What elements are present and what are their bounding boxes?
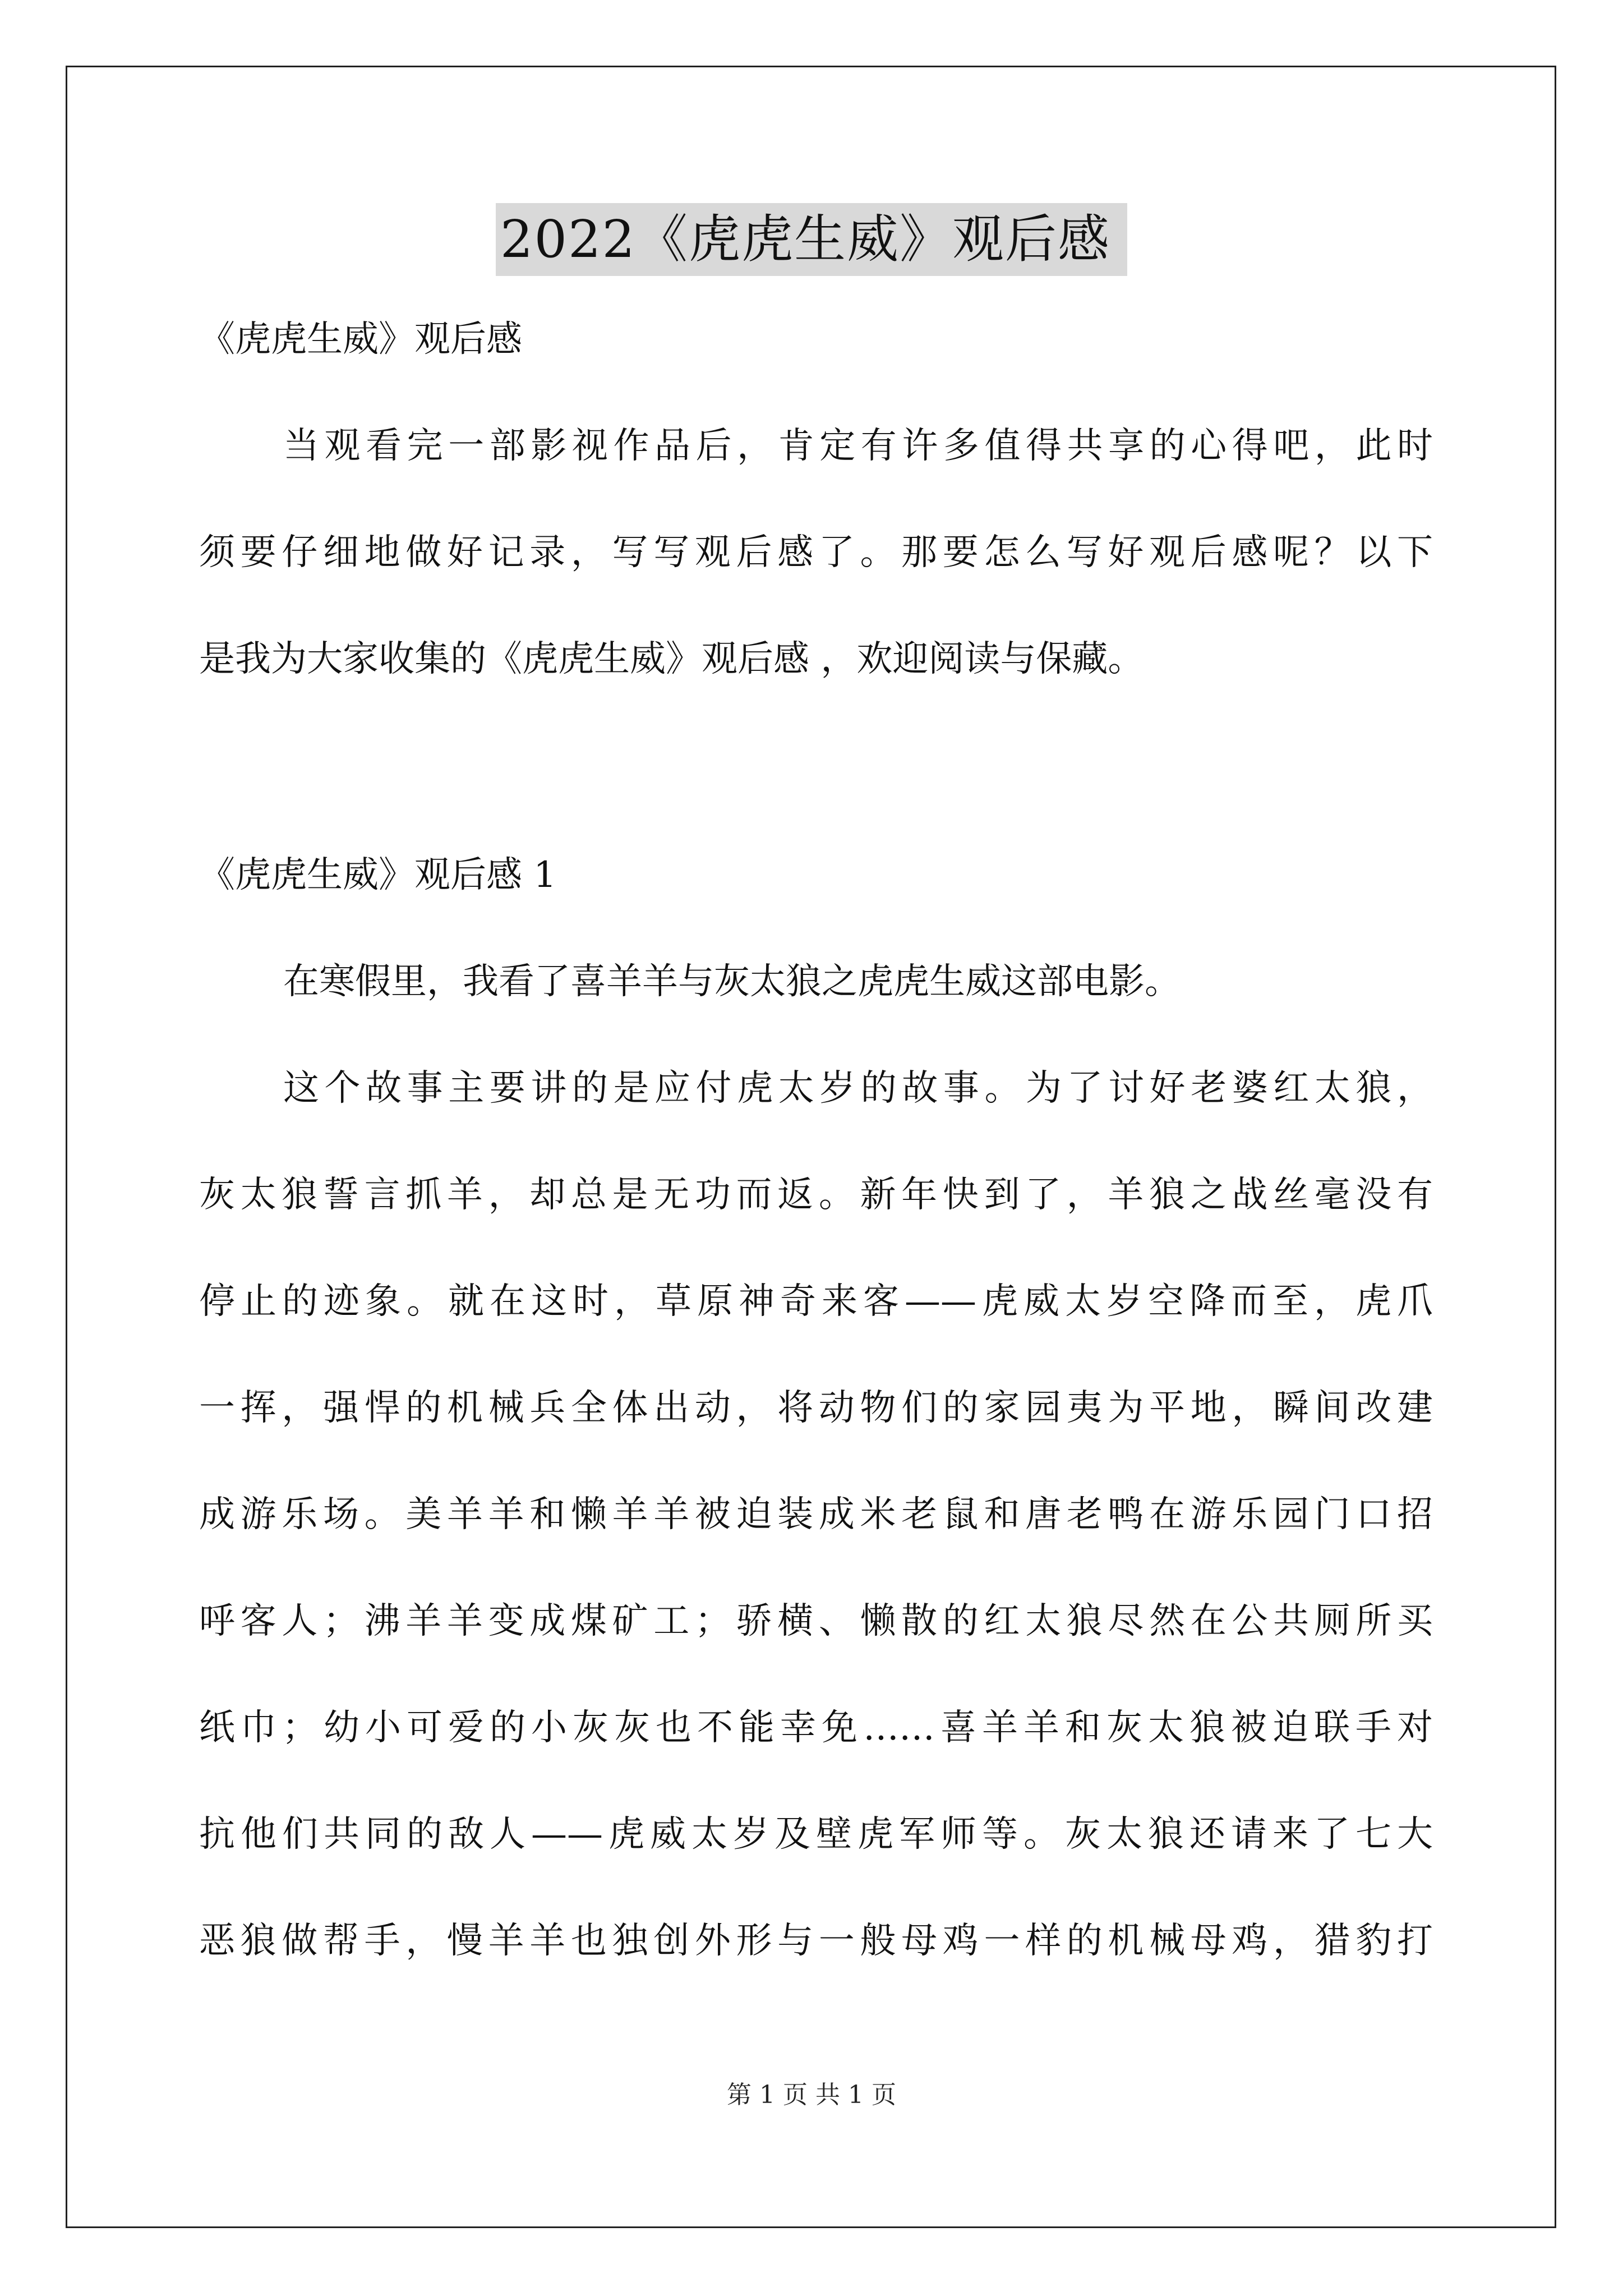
intro-heading: 《虎虎生威》观后感 [199, 319, 522, 360]
paragraph-line: 在寒假里，我看了喜羊羊与灰太狼之虎虎生威这部电影。 [283, 961, 1181, 1002]
paragraph-line: 灰太狼誓言抓羊，却总是无功而返。新年快到了，羊狼之战丝毫没有 [199, 1174, 1433, 1216]
document-title [0, 203, 1623, 282]
page-footer: 第 1 页 共 1 页 [727, 2081, 896, 2109]
page-border [66, 66, 1556, 2228]
paragraph-line: 纸巾；幼小可爱的小灰灰也不能幸免……喜羊羊和灰太狼被迫联手对 [199, 1707, 1433, 1749]
paragraph-line: 呼客人；沸羊羊变成煤矿工；骄横、懒散的红太狼尽然在公共厕所买 [199, 1600, 1433, 1642]
paragraph-line: 成游乐场。美羊羊和懒羊羊被迫装成米老鼠和唐老鸭在游乐园门口招 [199, 1494, 1433, 1535]
paragraph-line: 一挥，强悍的机械兵全体出动，将动物们的家园夷为平地，瞬间改建 [199, 1387, 1433, 1429]
intro-line: 须要仔细地做好记录，写写观后感了。那要怎么写好观后感呢？以下 [199, 532, 1433, 573]
paragraph-line: 停止的迹象。就在这时，草原神奇来客——虎威太岁空降而至，虎爪 [199, 1281, 1433, 1322]
document-title-text: 2022《虎虎生威》观后感 [496, 203, 1127, 276]
section-heading: 《虎虎生威》观后感 1 [199, 854, 557, 896]
intro-line: 当观看完一部影视作品后，肯定有许多值得共享的心得吧，此时 [283, 425, 1433, 467]
paragraph-line: 这个故事主要讲的是应付虎太岁的故事。为了讨好老婆红太狼， [283, 1068, 1433, 1109]
intro-line: 是我为大家收集的《虎虎生威》观后感 ，欢迎阅读与保藏。 [199, 638, 1144, 680]
paragraph-line: 恶狼做帮手，慢羊羊也独创外形与一般母鸡一样的机械母鸡，猎豹打 [199, 1920, 1433, 1962]
paragraph-line: 抗他们共同的敌人——虎威太岁及壁虎军师等。灰太狼还请来了七大 [199, 1814, 1433, 1855]
